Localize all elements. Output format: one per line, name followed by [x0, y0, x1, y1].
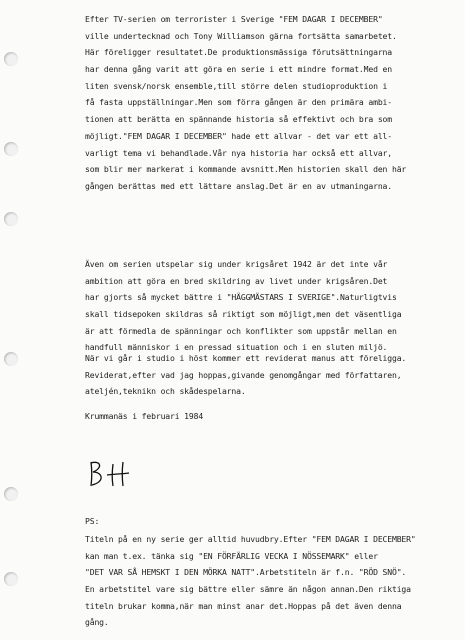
punch-hole	[4, 487, 18, 501]
punch-hole	[4, 352, 18, 366]
punch-hole	[4, 572, 18, 586]
text-line: "DET VAR SÅ HEMSKT I DEN MÖRKA NATT".Arbetstiteln är f.n. "RÖD SNÖ".	[85, 567, 407, 578]
text-line: har denna gång varit att göra en serie i ett mindre format.Med en	[85, 64, 392, 75]
text-line: möjligt."FEM DAGAR I DECEMBER" hade ett allvar - det var ett all-	[85, 130, 392, 141]
text-line: är att förmedla de spänningar och konflikter som uppstår mellan en	[85, 325, 397, 336]
text-line: har gjorts så mycket bättre i "HÄGGMÄSTARS I SVERIGE".Naturligtvis	[85, 292, 397, 303]
text-line: kan man t.ex. tänka sig "EN FÖRFÄRLIG VECKA I NÖSSEMARK" eller	[85, 550, 378, 561]
punch-hole	[4, 142, 18, 156]
punch-hole	[4, 212, 18, 226]
text-line: Efter TV-serien om terrorister i Sverige "FEM DAGAR I DECEMBER"	[85, 14, 383, 24]
text-line: När vi går i studio i höst kommer ett reviderat manus att föreligga.	[85, 353, 407, 363]
text-line: få fasta uppställningar.Men som förra gången är den primära ambi-	[85, 97, 392, 108]
place-date-line	[85, 408, 451, 425]
text-line: varligt tema vi behandlade.Vår nya historia har också ett allvar,	[85, 147, 392, 158]
text-line: Titeln på en ny serie ger alltid huvudbry.Efter "FEM DAGAR I DECEMBER"	[85, 534, 416, 544]
text-line: Reviderat,efter vad jag hoppas,givande genomgångar med författaren,	[85, 369, 402, 380]
text-line: skall tidsepoken skildras så riktigt som möjligt,men det väsentliga	[85, 309, 402, 320]
text-line: som blir mer markerat i kommande avsnitt.Men historien skall den här	[85, 164, 407, 175]
text-line: liten svensk/norsk ensemble,till större delen studioproduktion i	[85, 80, 388, 91]
text-line: Krummanäs i februari 1984	[85, 411, 204, 421]
text-line: ville undertecknad och Tony Williamson gärna fortsätta samarbetet.	[85, 30, 397, 41]
paragraph-postscript	[85, 531, 451, 631]
text-line: handfull människor i en pressad situation och i en sluten miljö.	[85, 342, 388, 353]
text-line: ateljén,teknikn och skådespelarna.	[85, 386, 246, 397]
punch-hole	[4, 52, 18, 66]
text-line: En arbetstitel vare sig bättre eller sämre än någon annan.Den riktiga	[85, 584, 411, 595]
postscript-label	[85, 513, 451, 530]
text-line: Även om serien utspelar sig under krigsåret 1942 är det inte vår	[85, 259, 388, 269]
paragraph-studio	[85, 350, 451, 400]
text-line: tionen att berätta en spännande historia så effektivt och bra som	[85, 114, 392, 125]
text-line: gång.	[85, 617, 109, 628]
text-line: ambition att göra en bred skildring av livet under krigsåren.Det	[85, 275, 388, 286]
text-line: Här föreligger resultatet.De produktionsmässiga förutsättningarna	[85, 47, 392, 58]
handwritten-signature	[85, 458, 135, 488]
paragraph-setting	[85, 256, 451, 356]
paragraph-intro	[85, 11, 451, 195]
text-line: gången berättas med ett lättare anslag.Det är en av utmaningarna.	[85, 180, 392, 191]
text-line: titeln brukar komma,när man minst anar det.Hoppas på det även denna	[85, 600, 402, 611]
text-line: PS:	[85, 516, 100, 526]
